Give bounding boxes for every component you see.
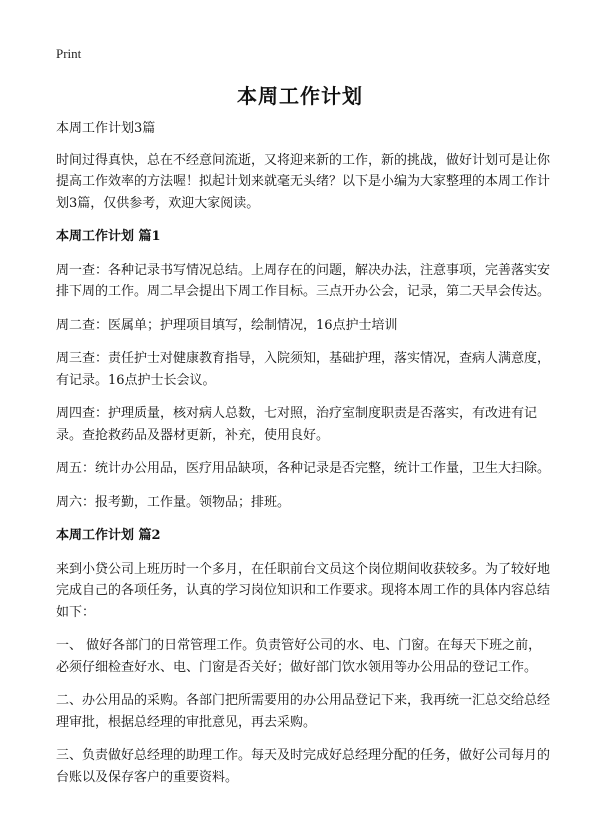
section-1-paragraph: 周六：报考勤，工作量。领物品；排班。: [56, 494, 291, 510]
section-2-paragraph: 来到小贷公司上班历时一个多月，在任职前台文员这个岗位期间收获较多。为了较好地完成自己的各项任务，认真的学习岗位知识和工作要求。现将本周工作的具体内容总结如下：: [56, 561, 551, 620]
section-1-paragraph: 周四查：护理质量，核对病人总数，七对照，治疗室制度职责是否落实，有改进有记录。查抢救药品及器材更新，补充，使用良好。: [56, 406, 538, 443]
section-1-paragraph: 周二查：医属单；护理项目填写，绘制情况，16点护士培训: [56, 317, 398, 333]
section-1-paragraph: 周三查：责任护士对健康教育指导，入院须知，基础护理，落实情况，查病人满意度，有记录。16点护士长会议。: [56, 351, 551, 388]
section-2-paragraph: 二、办公用品的采购。各部门把所需要用的办公用品登记下来，我再统一汇总交给总经理审批，根据总经理的审批意见，再去采购。: [56, 693, 551, 730]
section-heading-2: 本周工作计划 篇2: [56, 528, 161, 543]
intro-paragraph: 时间过得真快，总在不经意间流逝，又将迎来新的工作，新的挑战，做好计划可是让你提高工作效率的方法喔！拟起计划来就毫无头绪？以下是小编为大家整理的本周工作计划3篇，仅供参考，欢迎大家阅读。: [56, 152, 551, 211]
section-1-paragraph: 周五：统计办公用品，医疗用品缺项，各种记录是否完整，统计工作量，卫生大扫除。: [56, 461, 551, 476]
subtitle: 本周工作计划3篇: [56, 121, 156, 136]
section-2-paragraph: 三、负责做好总经理的助理工作。每天及时完成好总经理分配的任务，做好公司每月的台账以及保存客户的重要资料。: [56, 748, 551, 785]
document-body: [56, 118, 552, 800]
section-heading-1: 本周工作计划 篇1: [56, 229, 161, 244]
section-2-paragraph: 一、 做好各部门的日常管理工作。负责管好公司的水、电、门窗。在每天下班之前，必须仔细检查好水、电、门窗是否关好；做好部门饮水领用等办公用品的登记工作。: [56, 638, 542, 675]
section-1-paragraph: 周一查：各种记录书写情况总结。上周存在的问题，解决办法，注意事项，完善落实安排下周的工作。周二早会提出下周工作目标。三点开办公会，记录，第二天早会传达。: [56, 262, 551, 299]
page-title: 本周工作计划: [237, 84, 363, 108]
print-link[interactable]: Print: [56, 46, 82, 61]
